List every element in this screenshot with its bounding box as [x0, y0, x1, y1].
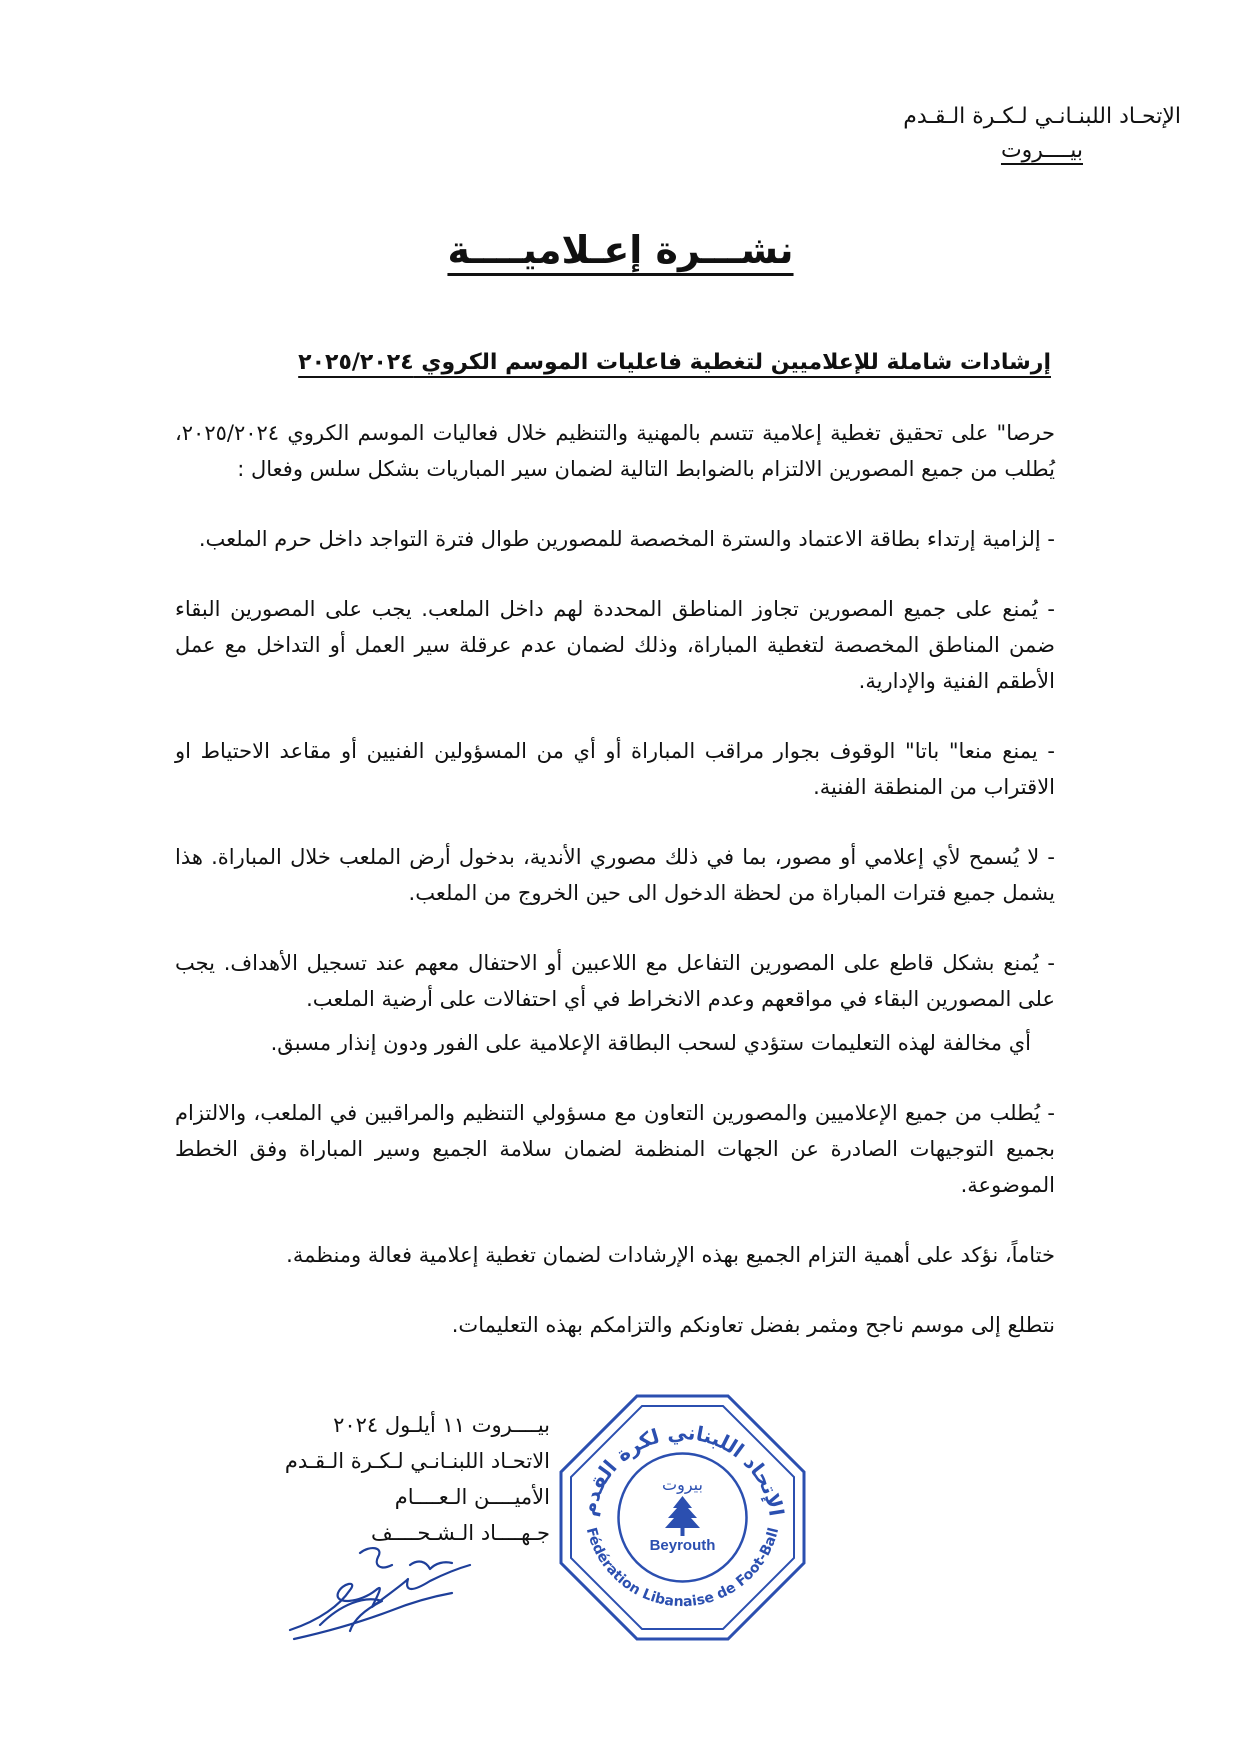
rule-no-celebrations: - يُمنع بشكل قاطع على المصورين التفاعل مع اللاعبين أو الاحتفال معهم عند تسجيل الأهداف. يجب على المصورين البقاء في مواقعهم وعدم الانخراط في أي احتفالات على أرضية الملعب. — [175, 951, 1055, 1011]
stamp-french-ring: Fédération Libanaise de Foot-Ball — [582, 1525, 783, 1611]
rule-cooperation: - يُطلب من جميع الإعلاميين والمصورين التعاون مع مسؤولي التنظيم والمراقبين في الملعب، والالتزام بجميع التوجيهات الصادرة عن الجهات المنظمة لضمان سلامة الجميع وسير المباراة وفق الخطط الموضوعة. — [175, 1101, 1055, 1197]
stamp-city-french: Beyrouth — [649, 1537, 716, 1554]
rule-match-officials: - يمنع منعا" باتا" الوقوف بجوار مراقب المباراة أو أي من المسؤولين الفنيين أو مقاعد الاحتياط او الاقتراب من المنطقة الفنية. — [175, 739, 1055, 799]
signature-date: بيــــروت ١١ أيلـول ٢٠٢٤ — [333, 1413, 550, 1437]
signature-role: الأميــــن الـعــــام — [394, 1485, 550, 1509]
cedar-icon — [665, 1496, 700, 1536]
intro-paragraph: حرصا" على تحقيق تغطية إعلامية تتسم بالمهنية والتنظيم خلال فعاليات الموسم الكروي ٢٠٢٥/٢٠٢٤، يُطلب من جميع المصورين الالتزام بالضوابط التالية لضمان سير المباريات بشكل سلس وفعال : — [175, 421, 1055, 481]
letterhead-org: الإتحـاد اللبنـانـي لـكـرة الـقـدم — [903, 104, 1181, 129]
violation-warning: أي مخالفة لهذه التعليمات ستؤدي لسحب البطاقة الإعلامية على الفور ودون إنذار مسبق. — [270, 1031, 1031, 1055]
document-title: نشـــرة إعـلاميــــة — [447, 228, 794, 272]
handwritten-signature — [280, 1535, 480, 1645]
rule-accreditation: - إلزامية إرتداء بطاقة الاعتماد والسترة المخصصة للمصورين طوال فترة التواجد داخل حرم الملعب. — [198, 527, 1055, 551]
stamp-city-arabic: بيروت — [662, 1475, 703, 1494]
letterhead — [781, 100, 1181, 168]
federation-stamp — [555, 1390, 810, 1645]
letterhead-city: بيــــروت — [1000, 138, 1083, 163]
signature-name: جـهــــاد الـشـحــــف — [370, 1521, 550, 1545]
signature-block — [240, 1407, 550, 1551]
signature-org: الاتحـاد اللبنـانـي لـكـرة الـقـدم — [284, 1449, 550, 1473]
closing-paragraph: ختاماً، نؤكد على أهمية التزام الجميع بهذه الإرشادات لضمان تغطية إعلامية فعالة ومنظمة. — [286, 1243, 1055, 1267]
stamp-arabic-ring: الإتحاد اللبناني لكرة القدم — [576, 1419, 789, 1518]
rule-no-pitch-entry: - لا يُسمح لأي إعلامي أو مصور، بما في ذلك مصوري الأندية، بدخول أرض الملعب خلال المباراة. هذا يشمل جميع فترات المباراة من لحظة الدخول الى حين الخروج من الملعب. — [175, 845, 1055, 905]
document-subject: إرشادات شاملة للإعلاميين لتغطية فاعليات الموسم الكروي ٢٠٢٥/٢٠٢٤ — [298, 350, 1051, 375]
rule-designated-zones: - يُمنع على جميع المصورين تجاوز المناطق المحددة لهم داخل الملعب. يجب على المصورين البقاء ضمن المناطق المخصصة لتغطية المباراة، وذلك لضمان عدم عرقلة سير العمل أو التداخل مع عمل الأطقم الفنية والإدارية. — [175, 597, 1055, 693]
document-body — [175, 415, 1055, 1377]
closing-wish: نتطلع إلى موسم ناجح ومثمر بفضل تعاونكم والتزامكم بهذه التعليمات. — [451, 1313, 1055, 1337]
